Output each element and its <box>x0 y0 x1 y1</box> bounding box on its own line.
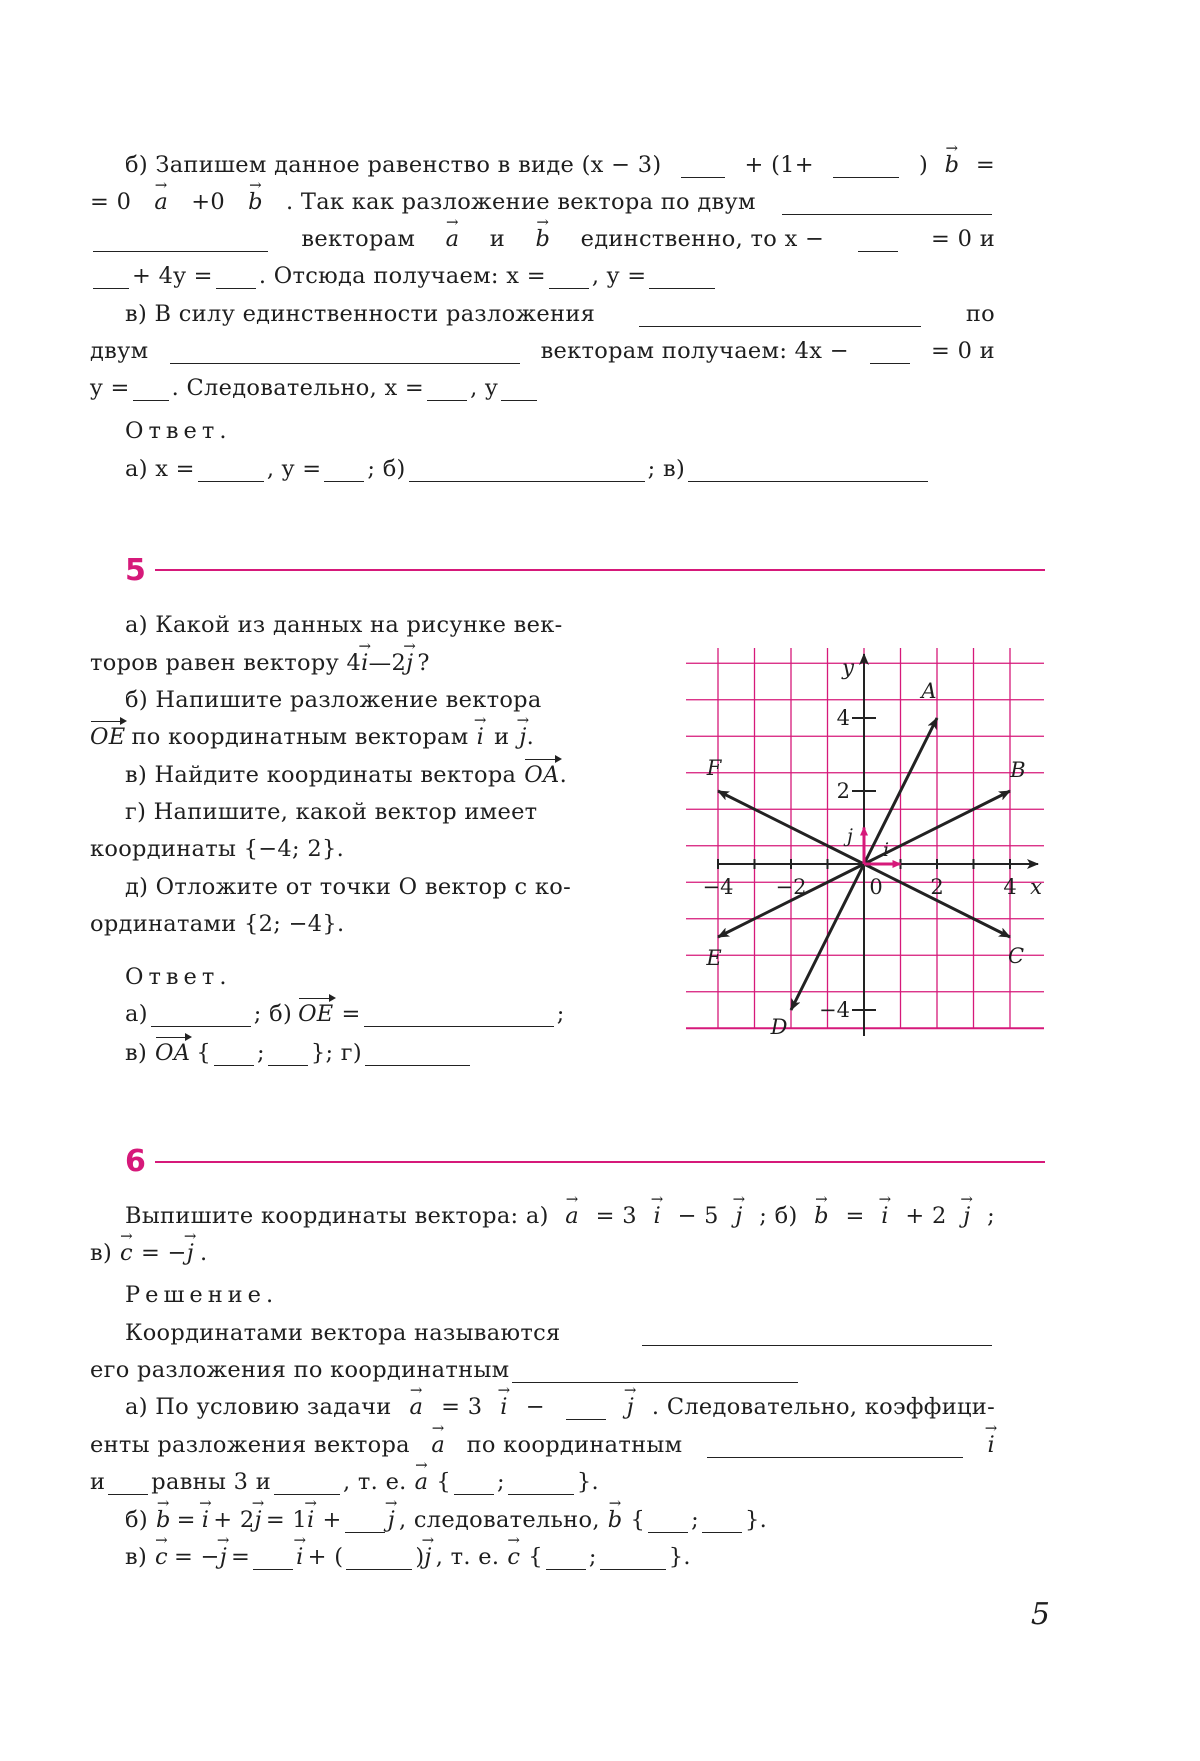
sec5-a1: а) Какой из данных на рисунке век- <box>125 612 563 638</box>
blank[interactable] <box>649 268 715 289</box>
sec6-s5: и равны 3 и , т. е. → a { ; }. <box>90 1469 995 1495</box>
blank[interactable] <box>253 1549 293 1570</box>
blank[interactable] <box>324 461 364 482</box>
blank[interactable] <box>346 1549 412 1570</box>
blank[interactable] <box>133 380 169 401</box>
page-number: 5 <box>1030 1597 1050 1632</box>
x-tick-label: −2 <box>775 875 807 899</box>
blank[interactable] <box>858 231 898 252</box>
blank[interactable] <box>707 1437 963 1458</box>
sec5-answer-line-1: а) ; б) OE = ; <box>125 1001 565 1027</box>
blank[interactable] <box>508 1474 574 1495</box>
section-rule <box>155 1161 1045 1163</box>
blank[interactable] <box>566 1399 606 1420</box>
blank[interactable] <box>214 1045 254 1066</box>
sec6-s3: а) По условию задачи → a = 3 → i − → j . Следовательно, коэффици- <box>125 1394 995 1420</box>
blank[interactable] <box>365 1045 470 1066</box>
blank[interactable] <box>151 1006 251 1027</box>
unit-label-i: i <box>882 839 890 861</box>
sec4-line-b1: б) Запишем данное равенство в виде (x − 3) + (1+ ) → b = <box>125 152 995 178</box>
blank[interactable] <box>108 1474 148 1495</box>
blank[interactable] <box>782 194 992 215</box>
sec5-c1: в) Найдите координаты вектора OA . <box>125 762 568 788</box>
sec4-line-c3: y = . Следовательно, x = , y <box>90 375 995 401</box>
blank[interactable] <box>512 1362 798 1383</box>
blank[interactable] <box>688 461 928 482</box>
sec5-b1: б) Напишите разложение вектора <box>125 687 542 713</box>
sec6-s7: в) → c = − → j = → i + ( ) → j , т. е. → c { ; }. <box>125 1544 995 1570</box>
vector-label-F: F <box>706 756 722 780</box>
sec6-s4: енты разложения вектора → a по координатным → i <box>90 1432 995 1458</box>
vector-label-E: E <box>706 946 722 970</box>
x-axis-label: x <box>1030 875 1042 899</box>
blank[interactable] <box>427 380 467 401</box>
sec6-s6: б) → b = → i + 2 → j = 1 → i + → j , следовательно, → b { ; }. <box>125 1507 995 1533</box>
blank[interactable] <box>216 268 256 289</box>
axes <box>718 654 1038 1036</box>
blank[interactable] <box>268 1045 308 1066</box>
blank[interactable] <box>409 461 645 482</box>
blank[interactable] <box>454 1474 494 1495</box>
vector-label-C: C <box>1007 944 1025 968</box>
x-tick-label: 4 <box>1003 875 1017 899</box>
sec5-answer-label: Ответ. <box>125 964 232 990</box>
unit-label-j: j <box>847 825 853 847</box>
blank[interactable] <box>642 1325 992 1346</box>
sec5-answer-line-2: в) OA { ; }; г) <box>125 1040 995 1066</box>
sec4-answer-line: а) x = , y = ; б) ; в) <box>125 456 995 482</box>
sec6-q2: в) → c = − → j . <box>90 1240 995 1266</box>
sec6-s1: Координатами вектора называются <box>125 1320 995 1346</box>
blank[interactable] <box>639 306 921 327</box>
x-tick-label: 2 <box>930 875 944 899</box>
sec4-line-b3: векторам → a и → b единственно, то x − = 0 и <box>90 226 995 252</box>
blank[interactable] <box>364 1006 554 1027</box>
y-tick-label: 4 <box>836 706 850 730</box>
sec5-e1: д) Отложите от точки O вектор с ко- <box>125 874 572 900</box>
section-rule <box>155 569 1045 571</box>
sec6-s2: его разложения по координатным <box>90 1357 995 1383</box>
sec4-answer-label: Ответ. <box>125 418 232 444</box>
sec4-line-b2: = 0 → a +0 → b . Так как разложение вектора по двум <box>90 189 995 215</box>
section-number-6: 6 <box>125 1144 146 1179</box>
blank[interactable] <box>93 268 129 289</box>
blank[interactable] <box>833 157 899 178</box>
y-axis-label: y <box>842 655 854 680</box>
blank[interactable] <box>870 343 910 364</box>
sec6-q1: Выпишите координаты вектора: а) → a = 3 → i − 5 → j ; б) → b = → i + 2 → j ; <box>125 1203 995 1229</box>
blank[interactable] <box>546 1549 586 1570</box>
x-tick-label: 0 <box>869 875 883 899</box>
blank[interactable] <box>648 1512 688 1533</box>
sec5-e2: ординатами {2; −4}. <box>90 911 345 937</box>
blank[interactable] <box>681 157 725 178</box>
sec5-d1: г) Напишите, какой вектор имеет <box>125 799 538 825</box>
blank[interactable] <box>93 231 268 252</box>
x-tick-label: −4 <box>702 875 734 899</box>
sec5-b2: OE по координатным векторам → i и → j . <box>90 724 610 750</box>
blank[interactable] <box>345 1512 385 1533</box>
vector-label-D: D <box>770 1015 788 1039</box>
sec5-d2: координаты {−4; 2}. <box>90 836 345 862</box>
vector-label-A: A <box>921 679 937 703</box>
vector-label-B: B <box>1010 758 1026 782</box>
sec5-a2: торов равен вектору 4 → i —2 → j ? <box>90 650 610 676</box>
sec6-solution-label: Решение. <box>125 1282 279 1308</box>
sec4-line-c2: двум векторам получаем: 4x − = 0 и <box>90 338 995 364</box>
sec4-line-c1: в) В силу единственности разложения по <box>125 301 995 327</box>
vector-grid-figure <box>686 648 1044 1044</box>
blank[interactable] <box>702 1512 742 1533</box>
y-tick-label: −4 <box>819 998 850 1022</box>
blank[interactable] <box>198 461 264 482</box>
blank[interactable] <box>170 343 520 364</box>
blank[interactable] <box>501 380 537 401</box>
section-number-5: 5 <box>125 553 146 588</box>
blank[interactable] <box>549 268 589 289</box>
sec4-line-b4: + 4y = . Отсюда получаем: x = , y = <box>90 263 995 289</box>
blank[interactable] <box>600 1549 666 1570</box>
y-tick-label: 2 <box>836 779 850 803</box>
